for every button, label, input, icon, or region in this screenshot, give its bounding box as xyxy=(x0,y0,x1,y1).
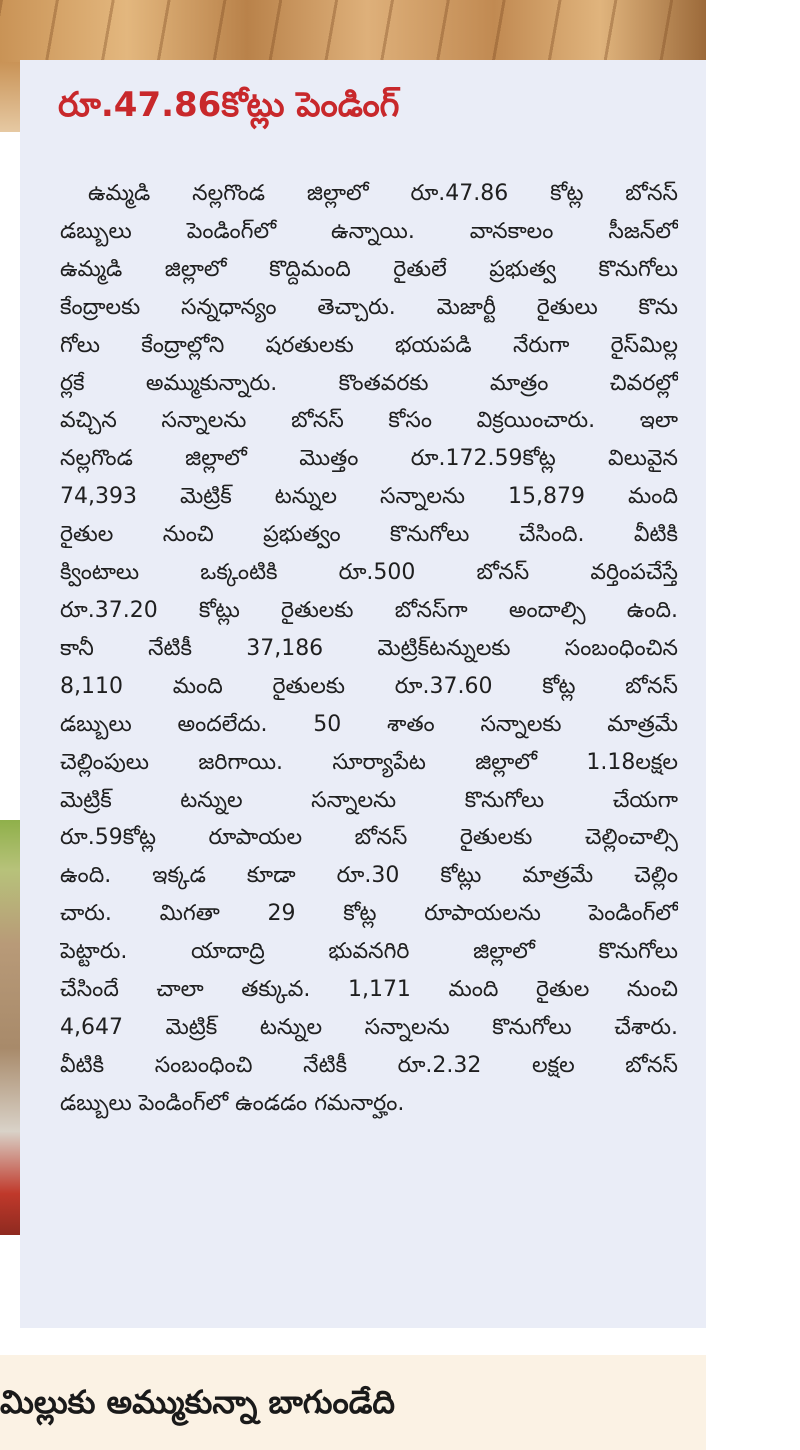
article-headline: రూ.47.86కోట్లు పెండింగ్ xyxy=(58,85,400,125)
article-body-line: 4,647 మెట్రిక్ టన్నుల సన్నాలను కొనుగోలు చేశారు. xyxy=(60,1014,678,1040)
article-body-line: 8,110 మంది రైతులకు రూ.37.60 కోట్ల బోనస్ xyxy=(60,673,678,699)
article-body-line: డబ్బులు అందలేదు. 50 శాతం సన్నాలకు మాత్రమే xyxy=(60,711,678,737)
article-body-line: రూ.59కోట్ల రూపాయల బోనస్ రైతులకు చెల్లించాల్సి xyxy=(60,825,678,851)
article-body-line: పెట్టారు. యాదాద్రి భువనగిరి జిల్లాలో కొనుగోలు xyxy=(60,939,678,965)
article-body-line: రైతుల నుంచి ప్రభుత్వం కొనుగోలు చేసింది. వీటికి xyxy=(60,522,678,548)
article-body-line: ర్లకే అమ్ముకున్నారు. కొంతవరకు మాత్రం చివరల్లో xyxy=(60,370,678,396)
next-article-headline: మిల్లుకు అమ్ముకున్నా బాగుండేది xyxy=(0,1383,395,1421)
article-body-line: ఉమ్మడి జిల్లాలో కొద్దిమంది రైతులే ప్రభుత్వ కొనుగోలు xyxy=(60,256,678,282)
top-news-photo xyxy=(0,0,706,62)
article-body-line: చారు. మిగతా 29 కోట్ల రూపాయలను పెండింగ్‌లో xyxy=(60,901,678,927)
article-body-line: ఉమ్మడి నల్లగొండ జిల్లాలో రూ.47.86 కోట్ల బోనస్ xyxy=(88,181,678,206)
article-body xyxy=(60,175,678,1123)
left-news-photo-top xyxy=(0,62,20,132)
article-body-line: ఉంది. ఇక్కడ కూడా రూ.30 కోట్లు మాత్రమే చెల్లిం xyxy=(60,863,678,889)
article-body-line: గోలు కేంద్రాల్లోని షరతులకు భయపడి నేరుగా రైస్‌మిల్ల xyxy=(60,332,678,358)
article-body-line: డబ్బులు పెండింగ్‌లో ఉండడం గమనార్హం. xyxy=(60,1090,405,1116)
article-body-line: రూ.37.20 కోట్లు రైతులకు బోనస్‌గా అందాల్సి ఉంది. xyxy=(60,597,678,623)
article-body-line: నల్లగొండ జిల్లాలో మొత్తం రూ.172.59కోట్ల విలువైన xyxy=(60,446,678,472)
article-body-line: వచ్చిన సన్నాలను బోనస్ కోసం విక్రయించారు. ఇలా xyxy=(60,408,678,434)
article-body-line: డబ్బులు పెండింగ్‌లో ఉన్నాయి. వానకాలం సీజన్‌లో xyxy=(60,218,678,244)
article-body-line: క్వింటాలు ఒక్కంటికి రూ.500 బోనస్ వర్తింపచేస్తే xyxy=(60,560,678,586)
article-body-line: చెల్లింపులు జరిగాయి. సూర్యాపేట జిల్లాలో 1.18లక్షల xyxy=(60,749,678,775)
left-news-photo-middle xyxy=(0,820,20,1235)
article-body-line: కానీ నేటికీ 37,186 మెట్రిక్‌టన్నులకు సంబంధించిన xyxy=(60,635,678,661)
article-body-line: చేసిందే చాలా తక్కువ. 1,171 మంది రైతుల నుంచి xyxy=(60,977,678,1003)
article-body-line: కేంద్రాలకు సన్నధాన్యం తెచ్చారు. మెజార్టీ రైతులు కొను xyxy=(60,294,678,320)
article-body-line: వీటికి సంబంధించి నేటికీ రూ.2.32 లక్షల బోనస్ xyxy=(60,1052,678,1078)
article-body-line: మెట్రిక్ టన్నుల సన్నాలను కొనుగోలు చేయగా xyxy=(60,787,678,813)
article-body-line: 74,393 మెట్రిక్ టన్నుల సన్నాలను 15,879 మంది xyxy=(60,484,678,510)
